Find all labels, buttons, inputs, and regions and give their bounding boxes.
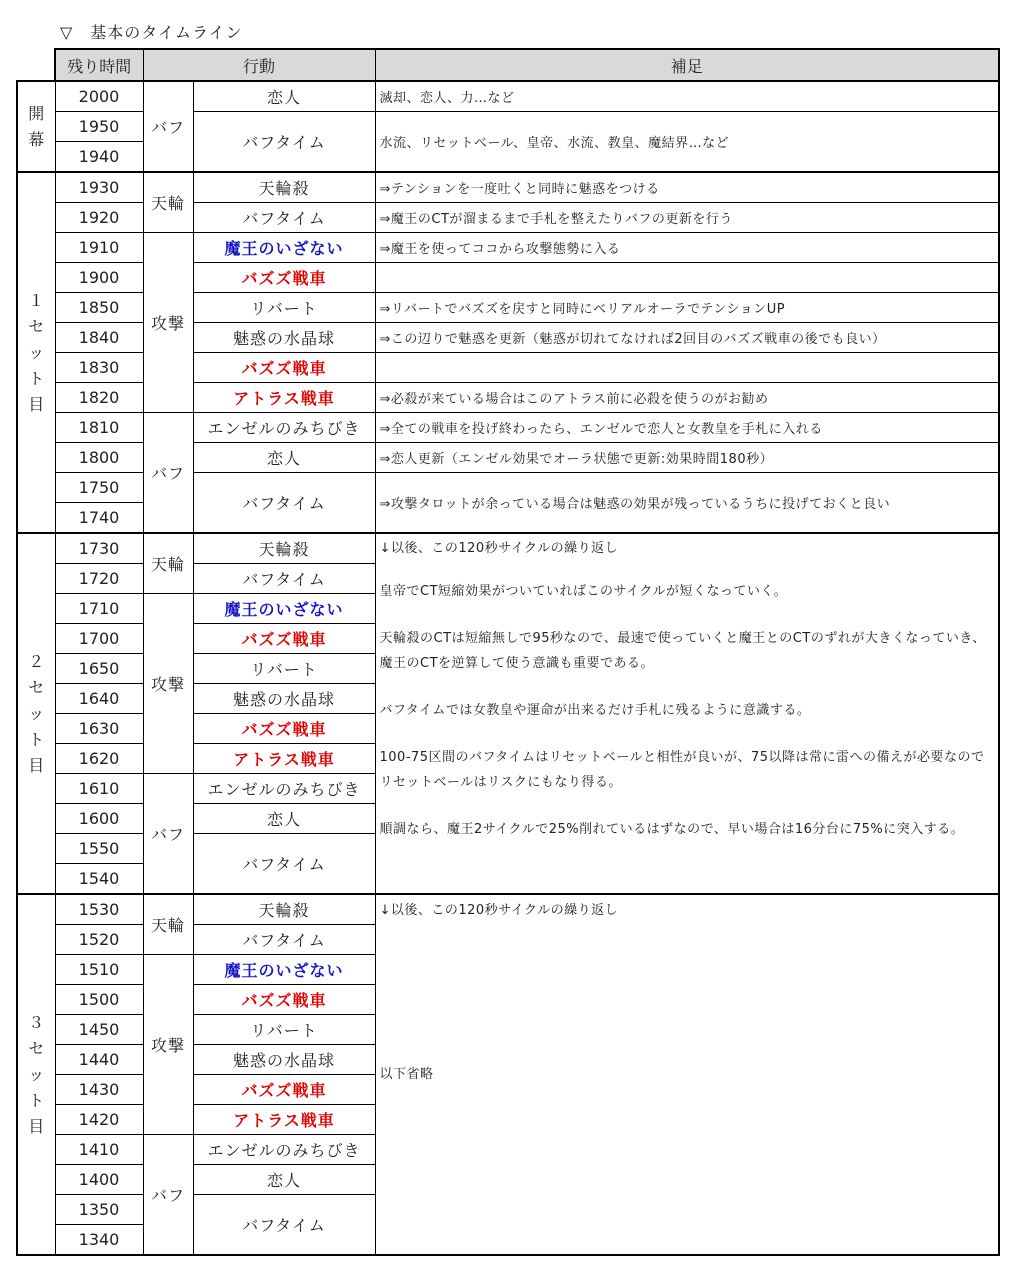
action-cell: 天輪殺 <box>193 172 375 203</box>
note-line: 100-75区間のバフタイムはリセットベールと相性が良いが、75以降は常に雷への備えが必要なのでリセットベールはリスクにもなり得る。 <box>379 750 985 790</box>
action-cell: アトラス戦車 <box>193 1105 375 1135</box>
action-cell: リバート <box>193 654 375 684</box>
time-cell: 1720 <box>55 564 143 594</box>
action-cell: バフタイム <box>193 203 375 233</box>
action-cell: 魅惑の水晶球 <box>193 323 375 353</box>
action-cell: 魔王のいざない <box>193 233 375 263</box>
time-cell: 1530 <box>55 894 143 925</box>
action-cell: バズズ戦車 <box>193 985 375 1015</box>
action-cell: 魅惑の水晶球 <box>193 1045 375 1075</box>
time-cell: 1820 <box>55 383 143 413</box>
header-action: 行動 <box>143 49 375 81</box>
time-cell: 1440 <box>55 1045 143 1075</box>
time-cell: 1620 <box>55 744 143 774</box>
phase-set2: ２セット目 <box>17 533 55 894</box>
group-cell: 攻撃 <box>143 594 193 774</box>
note-cell: ⇒リバートでバズズを戻すと同時にベリアルオーラでテンションUP <box>375 293 999 323</box>
header-note: 補足 <box>375 49 999 81</box>
group-cell: 天輪 <box>143 533 193 594</box>
time-cell: 1750 <box>55 473 143 503</box>
phase-set3: ３セット目 <box>17 894 55 1255</box>
group-cell: 天輪 <box>143 894 193 955</box>
time-cell: 1540 <box>55 864 143 895</box>
time-cell: 1350 <box>55 1195 143 1225</box>
time-cell: 1520 <box>55 925 143 955</box>
action-cell: 魔王のいざない <box>193 955 375 985</box>
timeline-table <box>16 48 1000 1256</box>
note-line: ↓以後、この120秒サイクルの繰り返し <box>379 903 619 918</box>
time-cell: 1740 <box>55 503 143 534</box>
action-cell: エンゼルのみちびき <box>193 1135 375 1165</box>
time-cell: 1910 <box>55 233 143 263</box>
action-cell: リバート <box>193 293 375 323</box>
phase-set1: １セット目 <box>17 172 55 533</box>
group-cell: バフ <box>143 1135 193 1256</box>
action-cell: 恋人 <box>193 81 375 112</box>
action-cell: アトラス戦車 <box>193 383 375 413</box>
action-cell: バズズ戦車 <box>193 624 375 654</box>
time-cell: 1850 <box>55 293 143 323</box>
group-cell: 天輪 <box>143 172 193 233</box>
action-cell: 魅惑の水晶球 <box>193 684 375 714</box>
table-row <box>17 233 999 263</box>
note-line: ↓以後、この120秒サイクルの繰り返し <box>379 541 619 556</box>
group-cell: バフ <box>143 774 193 895</box>
table-row <box>17 533 999 564</box>
note-cell <box>375 263 999 293</box>
action-cell: 天輪殺 <box>193 894 375 925</box>
action-cell: リバート <box>193 1015 375 1045</box>
time-cell: 1830 <box>55 353 143 383</box>
table-row <box>17 894 999 925</box>
action-cell: バズズ戦車 <box>193 1075 375 1105</box>
note-line: バフタイムでは女教皇や運命が出来るだけ手札に残るように意識する。 <box>379 703 811 718</box>
action-cell: バフタイム <box>193 564 375 594</box>
action-cell: 恋人 <box>193 804 375 834</box>
time-cell: 1500 <box>55 985 143 1015</box>
time-cell: 1840 <box>55 323 143 353</box>
time-cell: 1340 <box>55 1225 143 1256</box>
header-time: 残り時間 <box>55 49 143 81</box>
time-cell: 1900 <box>55 263 143 293</box>
time-cell: 1420 <box>55 1105 143 1135</box>
time-cell: 1710 <box>55 594 143 624</box>
action-cell: エンゼルのみちびき <box>193 774 375 804</box>
group-cell: 攻撃 <box>143 955 193 1135</box>
note-cell: ⇒攻撃タロットが余っている場合は魅惑の効果が残っているうちに投げておくと良い <box>375 473 999 534</box>
action-cell: バズズ戦車 <box>193 714 375 744</box>
action-cell: バフタイム <box>193 834 375 895</box>
page-title: ▽ 基本のタイムライン <box>60 23 243 42</box>
action-cell: 恋人 <box>193 443 375 473</box>
group-cell: バフ <box>143 81 193 172</box>
time-cell: 1920 <box>55 203 143 233</box>
action-cell: バズズ戦車 <box>193 263 375 293</box>
note-cell: ⇒必殺が来ている場合はこのアトラス前に必殺を使うのがお勧め <box>375 383 999 413</box>
action-cell: バズズ戦車 <box>193 353 375 383</box>
note-cell: ⇒全ての戦車を投げ終わったら、エンゼルで恋人と女教皇を手札に入れる <box>375 413 999 443</box>
action-cell: バフタイム <box>193 112 375 173</box>
time-cell: 1650 <box>55 654 143 684</box>
time-cell: 1930 <box>55 172 143 203</box>
time-cell: 1400 <box>55 1165 143 1195</box>
action-cell: バフタイム <box>193 925 375 955</box>
time-cell: 1430 <box>55 1075 143 1105</box>
time-cell: 2000 <box>55 81 143 112</box>
note-cell: ⇒魔王のCTが溜まるまで手札を整えたりバフの更新を行う <box>375 203 999 233</box>
time-cell: 1410 <box>55 1135 143 1165</box>
note-cell: 水流、リセットベール、皇帝、水流、教皇、魔結界…など <box>375 112 999 173</box>
action-cell: バフタイム <box>193 1195 375 1256</box>
time-cell: 1950 <box>55 112 143 142</box>
note-line: 以下省略 <box>379 1067 434 1082</box>
note-cell: ⇒魔王を使ってココから攻撃態勢に入る <box>375 233 999 263</box>
action-cell: 恋人 <box>193 1165 375 1195</box>
action-cell: 天輪殺 <box>193 533 375 564</box>
note-cell: ⇒恋人更新（エンゼル効果でオーラ状態で更新:効果時間180秒） <box>375 443 999 473</box>
action-cell: アトラス戦車 <box>193 744 375 774</box>
time-cell: 1640 <box>55 684 143 714</box>
note-cell-set2 <box>375 533 999 894</box>
table-row <box>17 413 999 443</box>
group-cell: 攻撃 <box>143 233 193 413</box>
note-cell: ⇒この辺りで魅惑を更新（魅惑が切れてなければ2回目のバズズ戦車の後でも良い） <box>375 323 999 353</box>
time-cell: 1630 <box>55 714 143 744</box>
time-cell: 1550 <box>55 834 143 864</box>
time-cell: 1600 <box>55 804 143 834</box>
time-cell: 1810 <box>55 413 143 443</box>
time-cell: 1700 <box>55 624 143 654</box>
time-cell: 1610 <box>55 774 143 804</box>
table-row <box>17 172 999 203</box>
time-cell: 1510 <box>55 955 143 985</box>
note-cell <box>375 353 999 383</box>
note-line: 天輪殺のCTは短縮無しで95秒なので、最速で使っていくと魔王とのCTのずれが大きくなっていき、魔王のCTを逆算して使う意識も重要である。 <box>379 631 986 671</box>
note-line: 順調なら、魔王2サイクルで25%削れているはずなので、早い場合は16分台に75%に突入する。 <box>379 822 965 837</box>
group-cell: バフ <box>143 413 193 534</box>
time-cell: 1940 <box>55 142 143 173</box>
table-row <box>17 81 999 112</box>
note-cell: ⇒テンションを一度吐くと同時に魅惑をつける <box>375 172 999 203</box>
time-cell: 1450 <box>55 1015 143 1045</box>
time-cell: 1800 <box>55 443 143 473</box>
action-cell: 魔王のいざない <box>193 594 375 624</box>
phase-open: 開幕 <box>17 81 55 172</box>
time-cell: 1730 <box>55 533 143 564</box>
header-row <box>17 49 999 81</box>
action-cell: バフタイム <box>193 473 375 534</box>
note-line: 皇帝でCT短縮効果がついていればこのサイクルが短くなっていく。 <box>379 584 788 599</box>
action-cell: エンゼルのみちびき <box>193 413 375 443</box>
note-cell: 滅却、恋人、力…など <box>375 81 999 112</box>
note-cell-set3 <box>375 894 999 1255</box>
